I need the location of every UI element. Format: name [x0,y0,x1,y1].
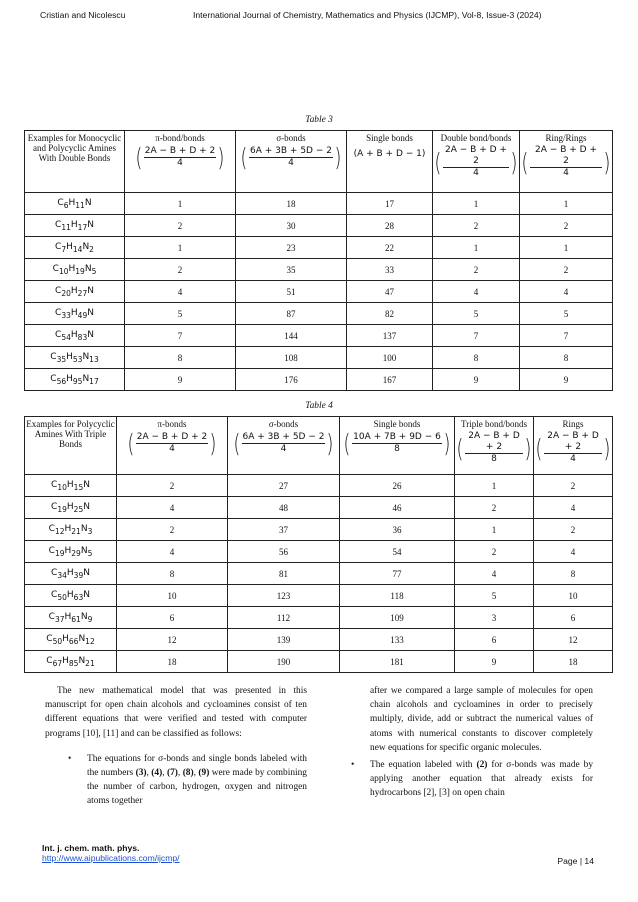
table3-header-4 [433,131,520,193]
table4-header-5 [534,417,613,475]
triple-cell: 5 [455,585,534,607]
sigma-cell: 37 [228,519,340,541]
molecular-formula-cell: $C_7H_{14}N_2$ [25,237,125,259]
pi-cell: 4 [117,497,228,519]
bullet-icon: • [68,753,72,764]
column-label: Triple bond/bonds [461,419,527,429]
single-cell: 109 [340,607,455,629]
sigma-cell: 108 [236,347,347,369]
table-row [25,215,613,237]
sigma-cell: 176 [236,369,347,391]
column-label: Examples for Monocyclic and Polycyclic Amines With Double Bonds [27,133,122,163]
molecular-formula-cell: $C_{67}H_{85}N_{21}$ [25,651,117,673]
single-cell: 54 [340,541,455,563]
triple-cell: 9 [455,651,534,673]
molecular-formula-cell: $C_{50}H_{66}N_{12}$ [25,629,117,651]
single-cell: 36 [340,519,455,541]
pi-cell: 8 [125,347,236,369]
column-formula: ( $\frac{2A - B + D + 2}{8}$ ) [456,431,532,464]
table3-header-3 [347,131,433,193]
table-row [25,281,613,303]
molecular-formula-cell: $C_{35}H_{53}N_{13}$ [25,347,125,369]
rings-cell: 6 [534,607,613,629]
molecular-formula-cell: $C_{37}H_{61}N_9$ [25,607,117,629]
triple-cell: 1 [455,519,534,541]
sigma-cell: 123 [228,585,340,607]
column-label: Single bonds [366,133,413,143]
pi-cell: 12 [117,629,228,651]
body-column-right [351,684,594,801]
table-row [25,585,613,607]
double-cell: 9 [433,369,520,391]
triple-cell: 4 [455,563,534,585]
pi-cell: 2 [117,519,228,541]
column-formula: ( $\frac{6A + 3B + 5D - 2}{4}$ ) [233,429,334,458]
single-cell: 22 [347,237,433,259]
pi-cell: 4 [117,541,228,563]
rings-cell: 12 [534,629,613,651]
table-row [25,607,613,629]
column-formula: ( $\frac{10A + 7B + 9D - 6}{8}$ ) [343,429,451,458]
double-cell: 2 [433,215,520,237]
molecular-formula-cell: $C_{19}H_{29}N_5$ [25,541,117,563]
single-cell: 33 [347,259,433,281]
column-label: σ-bonds [268,419,299,429]
column-formula: ( $\frac{2A - B + D + 2}{4}$ ) [521,145,611,178]
single-cell: 100 [347,347,433,369]
pi-cell: 9 [125,369,236,391]
footer-url-link[interactable]: http://www.aipublications.com/ijcmp/ [42,853,180,863]
rings-cell: 7 [520,325,613,347]
table4-caption: Table 4 [305,401,333,411]
molecular-formula-cell: $C_{54}H_{83}N$ [25,325,125,347]
column-label: Double bond/bonds [440,133,512,143]
sigma-cell: 190 [228,651,340,673]
pi-cell: 5 [125,303,236,325]
bullet-sigma-single: • The equations for σ-bonds and single bonds labeled with the numbers (3), (4), (7), (8), (9) were made by combining the number of carbon, hydrogen, oxygen and nitrogen atoms together [68,753,307,807]
sigma-cell: 87 [236,303,347,325]
table-row [25,563,613,585]
sigma-cell: 112 [228,607,340,629]
table-row [25,259,613,281]
table-row [25,629,613,651]
sigma-cell: 35 [236,259,347,281]
column-label: Ring/Rings [545,133,587,143]
bullet-icon: • [351,760,355,771]
continued-paragraph: after we compared a large sample of molecules for open chain alcohols and cycloamines in order to precisely multiply, divide, add or subtract the numerical values of atoms with numerical constants to discover completely new equations for specific organic molecules. [370,686,593,753]
triple-cell: 2 [455,497,534,519]
table4-header-2 [228,417,340,475]
rings-cell: 9 [520,369,613,391]
column-formula: ( $\frac{2A - B + D + 2}{4}$ ) [434,145,518,178]
single-cell: 181 [340,651,455,673]
double-cell: 5 [433,303,520,325]
triple-cell: 6 [455,629,534,651]
pi-cell: 18 [117,651,228,673]
double-cell: 1 [433,193,520,215]
rings-cell: 2 [534,519,613,541]
single-cell: 77 [340,563,455,585]
intro-paragraph: The new mathematical model that was presented in this manuscript for open chain alcohols and cycloamines consist of ten different equations that were verified and tested with computer programs [10], [11] and can be classified as follows: [45,686,307,739]
double-cell: 4 [433,281,520,303]
molecular-formula-cell: $C_6H_{11}N$ [25,193,125,215]
pi-cell: 8 [117,563,228,585]
table-row [25,347,613,369]
triple-cell: 2 [455,541,534,563]
rings-cell: 5 [520,303,613,325]
rings-cell: 10 [534,585,613,607]
table4-header-0 [25,417,117,475]
pi-cell: 2 [125,215,236,237]
single-cell: 28 [347,215,433,237]
column-label: Single bonds [373,419,421,429]
table-row [25,237,613,259]
single-cell: 137 [347,325,433,347]
pi-cell: 2 [125,259,236,281]
double-cell: 1 [433,237,520,259]
single-cell: 46 [340,497,455,519]
molecular-formula-cell: $C_{10}H_{15}N$ [25,475,117,497]
column-label: π-bond/bonds [155,133,205,143]
table-row [25,325,613,347]
sigma-cell: 30 [236,215,347,237]
molecular-formula-cell: $C_{10}H_{19}N_5$ [25,259,125,281]
sigma-cell: 48 [228,497,340,519]
rings-cell: 2 [534,475,613,497]
sigma-cell: 81 [228,563,340,585]
molecular-formula-cell: $C_{11}H_{17}N$ [25,215,125,237]
table3-header-0 [25,131,125,193]
double-cell: 2 [433,259,520,281]
bullet-sigma-equation: • The equation labeled with (2) for σ-bonds was made by applying another equation that already exists for hydrocarbons [2], [3] on open chain [351,760,594,799]
column-label: Examples for Polycyclic Amines With Triple Bonds [26,419,115,449]
table-row [25,303,613,325]
page-number: Page | 14 [557,856,594,866]
column-formula: ( $\frac{2A - B + D + 2}{4}$ ) [135,143,225,172]
rings-cell: 18 [534,651,613,673]
rings-cell: 4 [534,541,613,563]
triple-cell: 1 [455,475,534,497]
table-row [25,497,613,519]
single-cell: 26 [340,475,455,497]
rings-cell: 4 [520,281,613,303]
sigma-cell: 18 [236,193,347,215]
table3-caption: Table 3 [305,115,333,125]
double-cell: 8 [433,347,520,369]
pi-cell: 4 [125,281,236,303]
header-authors: Cristian and Nicolescu [40,10,126,20]
rings-cell: 8 [534,563,613,585]
table-row [25,541,613,563]
column-formula: ( $\frac{2A - B + D + 2}{4}$ ) [535,431,611,464]
sigma-cell: 139 [228,629,340,651]
table4-header-4 [455,417,534,475]
rings-cell: 1 [520,193,613,215]
column-formula: ( $\frac{2A - B + D + 2}{4}$ ) [127,429,217,458]
body-column-left [45,684,307,809]
molecular-formula-cell: $C_{56}H_{95}N_{17}$ [25,369,125,391]
single-cell: 82 [347,303,433,325]
table3-header-5 [520,131,613,193]
pi-cell: 1 [125,193,236,215]
footer [42,843,594,866]
pi-cell: 6 [117,607,228,629]
column-label: Rings [562,419,584,429]
molecular-formula-cell: $C_{50}H_{63}N$ [25,585,117,607]
column-label: σ-bonds [276,133,306,143]
double-cell: 7 [433,325,520,347]
table-row [25,369,613,391]
triple-cell: 3 [455,607,534,629]
rings-cell: 1 [520,237,613,259]
sigma-cell: 56 [228,541,340,563]
table4-header-1 [117,417,228,475]
table4-header-3 [340,417,455,475]
sigma-cell: 27 [228,475,340,497]
rings-cell: 2 [520,215,613,237]
molecular-formula-cell: $C_{20}H_{27}N$ [25,281,125,303]
sigma-cell: 144 [236,325,347,347]
header-journal: International Journal of Chemistry, Mathematics and Physics (IJCMP), Vol-8, Issue-3 (2024) [193,10,542,20]
pi-cell: 1 [125,237,236,259]
table-row [25,193,613,215]
table3-header-2 [236,131,347,193]
molecular-formula-cell: $C_{12}H_{21}N_3$ [25,519,117,541]
single-cell: 118 [340,585,455,607]
running-header [0,10,638,24]
table-row [25,475,613,497]
column-formula: ( $\frac{6A + 3B + 5D - 2}{4}$ ) [240,143,342,172]
pi-cell: 7 [125,325,236,347]
table-row [25,519,613,541]
sigma-cell: 51 [236,281,347,303]
single-cell: 47 [347,281,433,303]
rings-cell: 4 [534,497,613,519]
column-formula: (A + B + D − 1) [353,149,426,159]
single-cell: 133 [340,629,455,651]
molecular-formula-cell: $C_{34}H_{39}N$ [25,563,117,585]
molecular-formula-cell: $C_{19}H_{25}N$ [25,497,117,519]
table3 [24,130,613,391]
footer-journal: Int. j. chem. math. phys. [42,843,140,853]
pi-cell: 10 [117,585,228,607]
molecular-formula-cell: $C_{33}H_{49}N$ [25,303,125,325]
rings-cell: 8 [520,347,613,369]
single-cell: 17 [347,193,433,215]
table3-header-1 [125,131,236,193]
rings-cell: 2 [520,259,613,281]
single-cell: 167 [347,369,433,391]
column-label: π-bonds [157,419,187,429]
pi-cell: 2 [117,475,228,497]
table-row [25,651,613,673]
sigma-cell: 23 [236,237,347,259]
table4 [24,416,613,673]
